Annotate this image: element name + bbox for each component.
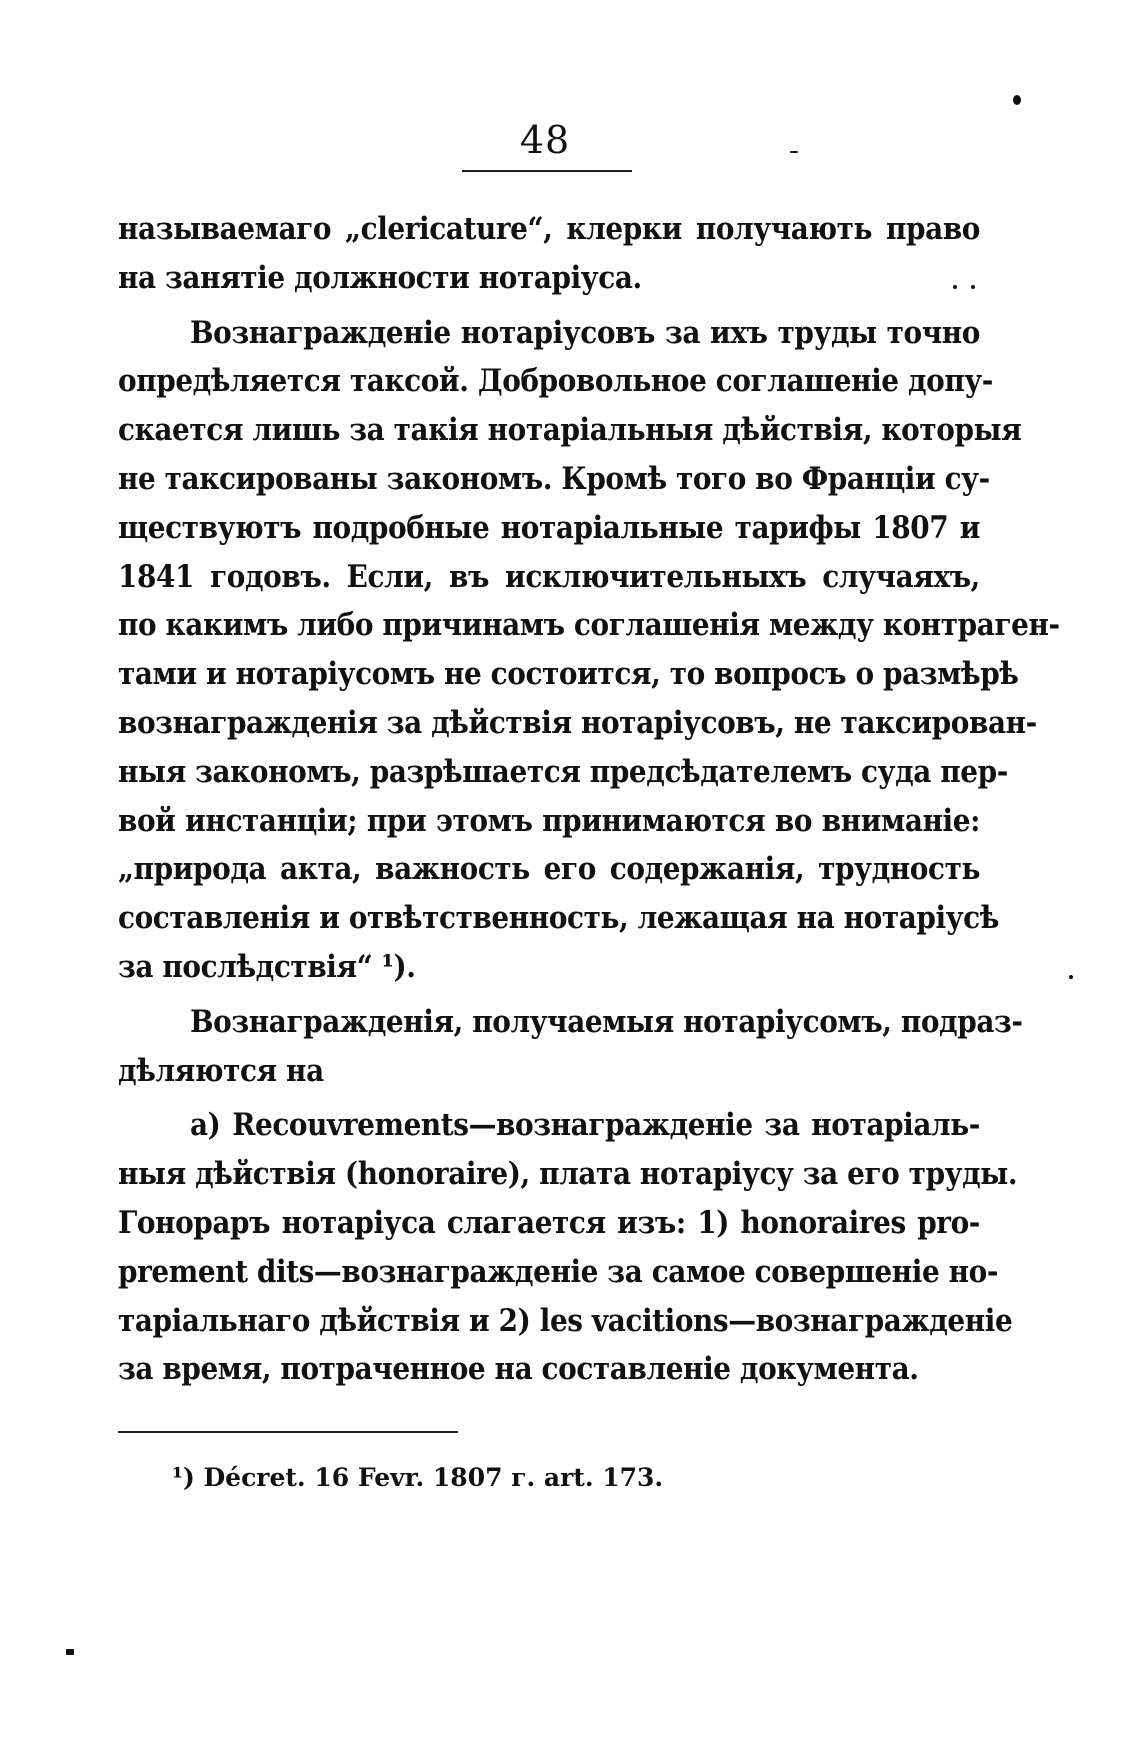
text-line: за послѣдствія“ ¹). bbox=[118, 948, 416, 985]
text-line: дѣляются на bbox=[118, 1052, 324, 1089]
text-line: ныя дѣйствія (honoraire), плата нотаріусу за его труды. bbox=[118, 1156, 1018, 1193]
text-line: 1841 годовъ. Если, въ исключительныхъ случаяхъ, bbox=[118, 558, 980, 595]
text-line: опредѣляется таксой. Добровольное соглашеніе допу- bbox=[118, 363, 993, 400]
text-line: на занятіе должности нотаріуса. bbox=[118, 259, 642, 296]
text-line: Гонораръ нотаріуса слагается изъ: 1) honoraires pro- bbox=[118, 1204, 980, 1241]
text-line: за время, потраченное на составленіе документа. bbox=[118, 1351, 919, 1388]
main-text bbox=[118, 205, 1060, 1394]
text-line: Вознагражденіе нотаріусовъ за ихъ труды точно bbox=[190, 314, 980, 351]
text-line: „природа акта, важность его содержанія, трудность bbox=[118, 851, 980, 888]
print-speck bbox=[790, 151, 798, 153]
print-speck bbox=[66, 1649, 74, 1655]
text-line: таріальнаго дѣйствія и 2) les vacitions—вознагражденіе bbox=[118, 1302, 1013, 1339]
text-line: составленія и отвѣтственность, лежащая на нотаріусѣ bbox=[118, 900, 999, 937]
print-speck bbox=[1069, 975, 1073, 979]
text-line: prement dits—вознагражденіе за самое совершеніе но- bbox=[118, 1253, 998, 1290]
text-line: тами и нотаріусомъ не состоится, то вопросъ о размѣрѣ bbox=[118, 656, 1019, 693]
text-line: называемаго „clericature“, клерки получають право bbox=[118, 211, 980, 247]
text-line: не таксированы закономъ. Кромѣ того во Франціи су- bbox=[118, 460, 990, 497]
page-number: 48 bbox=[519, 118, 571, 162]
text-line: ществуютъ подробные нотаріальные тарифы 1807 и bbox=[118, 509, 980, 546]
text-line: ныя закономъ, разрѣшается предсѣдателемъ суда пер- bbox=[118, 753, 1008, 790]
text-line: вознагражденія за дѣйствія нотаріусовъ, не таксирован- bbox=[118, 704, 1037, 741]
page-number-rule bbox=[462, 170, 632, 172]
text-line: скается лишь за такія нотаріальныя дѣйствія, которыя bbox=[118, 412, 1022, 449]
text-line: a) Recouvrements—вознагражденіе за нотаріаль- bbox=[190, 1107, 980, 1144]
footnote-rule bbox=[118, 1431, 458, 1433]
footnote: ¹) Décret. 16 Fevr. 1807 г. art. 173. bbox=[172, 1463, 664, 1492]
text-line: вой инстанціи; при этомъ принимаются во вниманіе: bbox=[118, 802, 980, 839]
text-line: Вознагражденія, получаемыя нотаріусомъ, подраз- bbox=[190, 1003, 1023, 1040]
print-speck bbox=[1013, 95, 1021, 105]
text-line: по какимъ либо причинамъ соглашенія между контраген- bbox=[118, 607, 1060, 644]
